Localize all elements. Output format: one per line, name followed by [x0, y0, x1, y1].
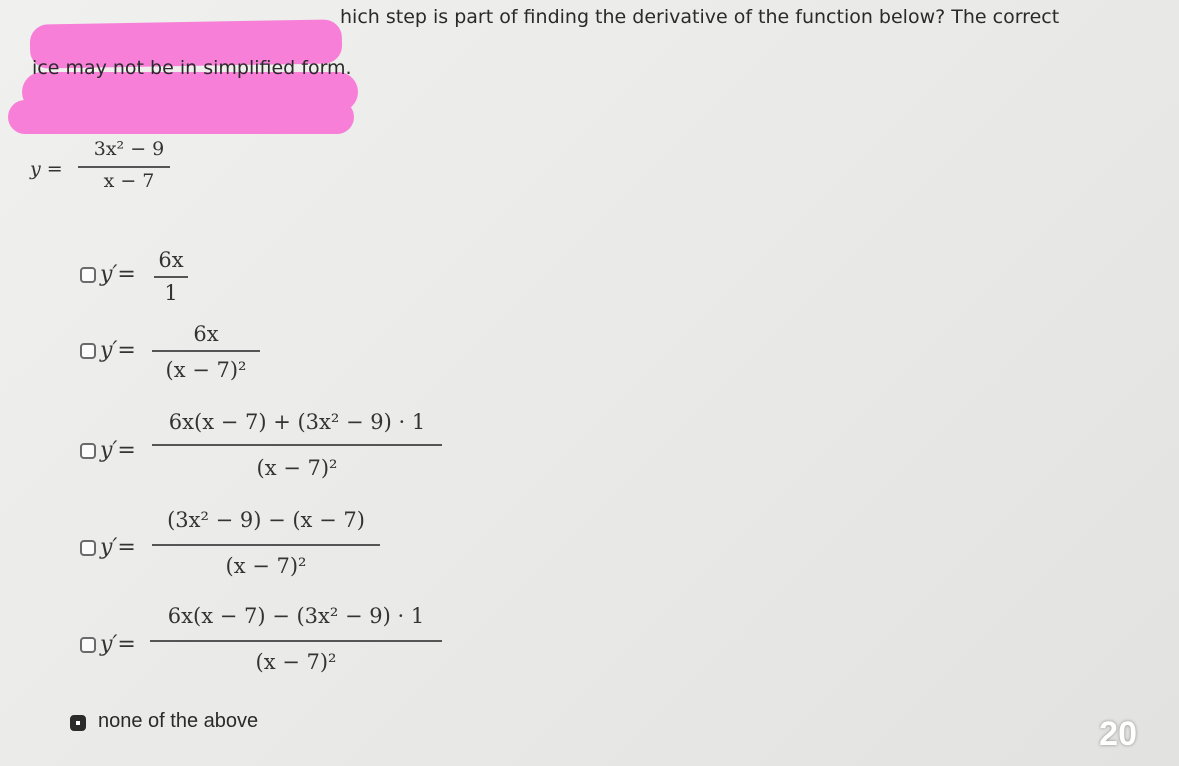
function-lhs: y = [30, 158, 63, 180]
option-denominator: (x − 7)² [165, 358, 247, 382]
option-numerator: (3x² − 9) − (x − 7) [167, 508, 365, 532]
option-lhs: y′= [100, 535, 136, 560]
page-number: 20 [1099, 715, 1137, 753]
redaction-mark [8, 100, 354, 134]
option-numerator: 6x(x − 7) + (3x² − 9) · 1 [168, 410, 426, 434]
option-checkbox[interactable] [80, 343, 96, 359]
option-checkbox[interactable] [80, 443, 96, 459]
option-denominator: (x − 7)² [256, 456, 338, 480]
option-numerator: 6x(x − 7) − (3x² − 9) · 1 [167, 604, 425, 628]
option-checkbox-checked[interactable] [70, 715, 86, 731]
option-denominator: (x − 7)² [225, 554, 307, 578]
option-lhs: y′= [100, 262, 136, 287]
option-fraction-bar [150, 640, 442, 642]
question-text-line2: ice may not be in simplified form. [32, 57, 352, 79]
option-numerator: 6x [193, 322, 219, 346]
function-fraction-bar [78, 166, 170, 168]
option-label: none of the above [98, 710, 259, 732]
option-fraction-bar [152, 350, 260, 352]
option-checkbox[interactable] [80, 540, 96, 556]
option-checkbox[interactable] [80, 267, 96, 283]
option-fraction-bar [154, 276, 188, 278]
function-numerator: 3x² − 9 [93, 138, 165, 160]
option-lhs: y′= [100, 632, 136, 657]
option-denominator: (x − 7)² [255, 650, 337, 674]
option-denominator: 1 [164, 281, 178, 305]
question-text-line1: hich step is part of finding the derivative of the function below? The correct [340, 6, 1060, 28]
option-lhs: y′= [100, 438, 136, 463]
option-checkbox[interactable] [80, 637, 96, 653]
option-fraction-bar [152, 444, 442, 446]
option-numerator: 6x [158, 248, 184, 272]
function-denominator: x − 7 [103, 170, 155, 192]
option-fraction-bar [152, 544, 380, 546]
option-lhs: y′= [100, 338, 136, 363]
